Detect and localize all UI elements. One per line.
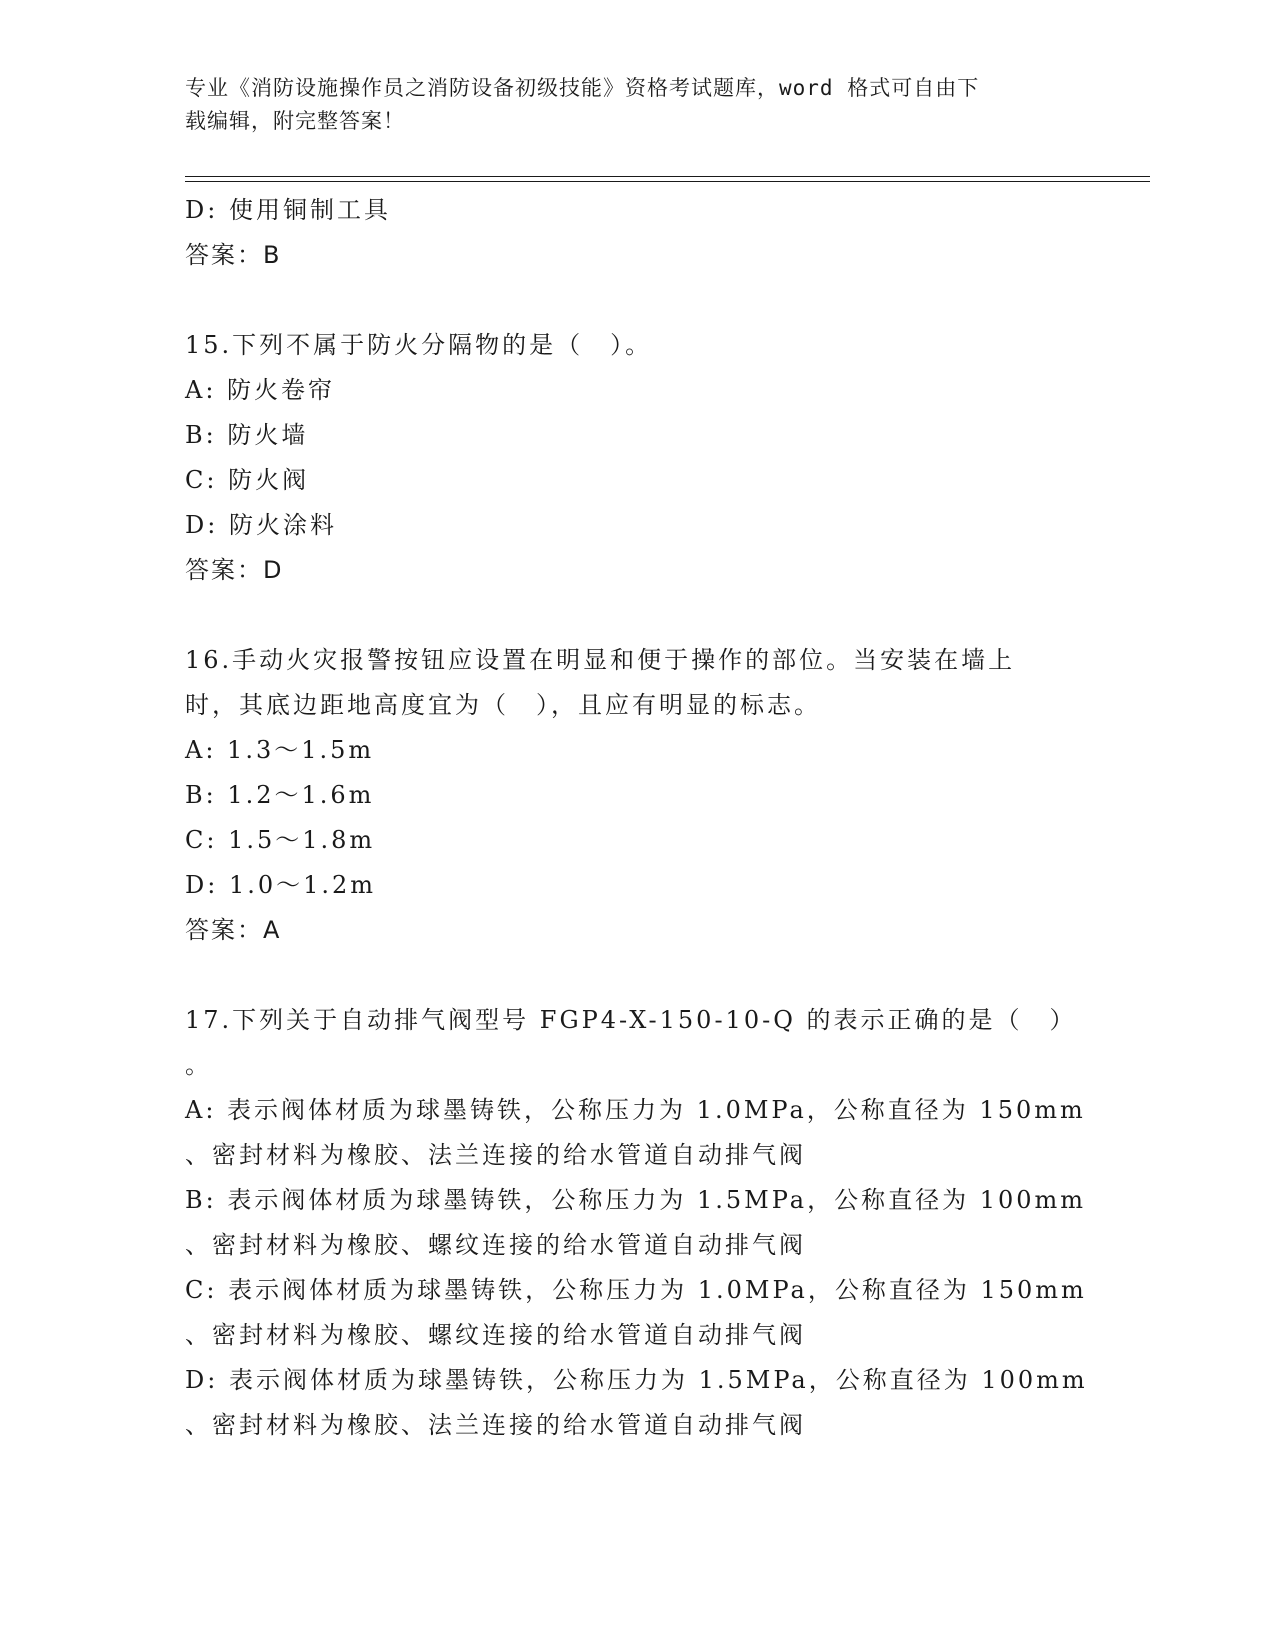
prev-answer: 答案：B	[185, 241, 282, 269]
question-16	[185, 638, 1085, 953]
option-d-line-2: 、密封材料为橡胶、法兰连接的给水管道自动排气阀	[185, 1411, 806, 1439]
question-text-line-1: 16.手动火灾报警按钮应设置在明显和便于操作的部位。当安装在墙上	[185, 646, 1016, 674]
option-a-line-1: A: 表示阀体材质为球墨铸铁，公称压力为 1.0MPa，公称直径为 150mm	[185, 1096, 1086, 1124]
option-d: D: 1.0～1.2m	[185, 871, 377, 899]
option-b: B: 1.2～1.6m	[185, 781, 375, 809]
document-header	[185, 72, 1065, 138]
option-a: A: 防火卷帘	[185, 376, 336, 404]
option-b-line-1: B: 表示阀体材质为球墨铸铁，公称压力为 1.5MPa，公称直径为 100mm	[185, 1186, 1087, 1214]
question-17	[185, 998, 1088, 1448]
option-c: C: 1.5～1.8m	[185, 826, 376, 854]
option-b-line-2: 、密封材料为橡胶、螺纹连接的给水管道自动排气阀	[185, 1231, 806, 1259]
question-list	[185, 188, 1088, 1448]
header-divider-top	[185, 176, 1150, 177]
spacer	[185, 593, 1085, 638]
option-a: A: 1.3～1.5m	[185, 736, 375, 764]
header-divider-bottom	[185, 181, 1150, 182]
option-c: C: 防火阀	[185, 466, 310, 494]
spacer	[185, 278, 1085, 323]
question-text-line-2: 。	[185, 1051, 212, 1079]
answer: 答案：D	[185, 556, 284, 584]
option-c-line-2: 、密封材料为橡胶、螺纹连接的给水管道自动排气阀	[185, 1321, 806, 1349]
question-text: 15.下列不属于防火分隔物的是（ ）。	[185, 331, 653, 359]
option-a-line-2: 、密封材料为橡胶、法兰连接的给水管道自动排气阀	[185, 1141, 806, 1169]
option-c-line-1: C: 表示阀体材质为球墨铸铁，公称压力为 1.0MPa，公称直径为 150mm	[185, 1276, 1087, 1304]
option-b: B: 防火墙	[185, 421, 309, 449]
question-text-line-2: 时，其底边距地高度宜为（ ），且应有明显的标志。	[185, 691, 821, 719]
prev-option-d: D: 使用铜制工具	[185, 196, 391, 224]
option-d-line-1: D: 表示阀体材质为球墨铸铁，公称压力为 1.5MPa，公称直径为 100mm	[185, 1366, 1088, 1394]
answer: 答案：A	[185, 916, 282, 944]
question-15	[185, 323, 1085, 593]
header-line-1: 专业《消防设施操作员之消防设备初级技能》资格考试题库，word 格式可自由下	[185, 76, 980, 100]
header-line-2: 载编辑，附完整答案！	[185, 109, 405, 133]
spacer	[185, 953, 1085, 998]
option-d: D: 防火涂料	[185, 511, 337, 539]
question-text-line-1: 17.下列关于自动排气阀型号 FGP4-X-150-10-Q 的表示正确的是（ ）	[185, 1006, 1077, 1034]
